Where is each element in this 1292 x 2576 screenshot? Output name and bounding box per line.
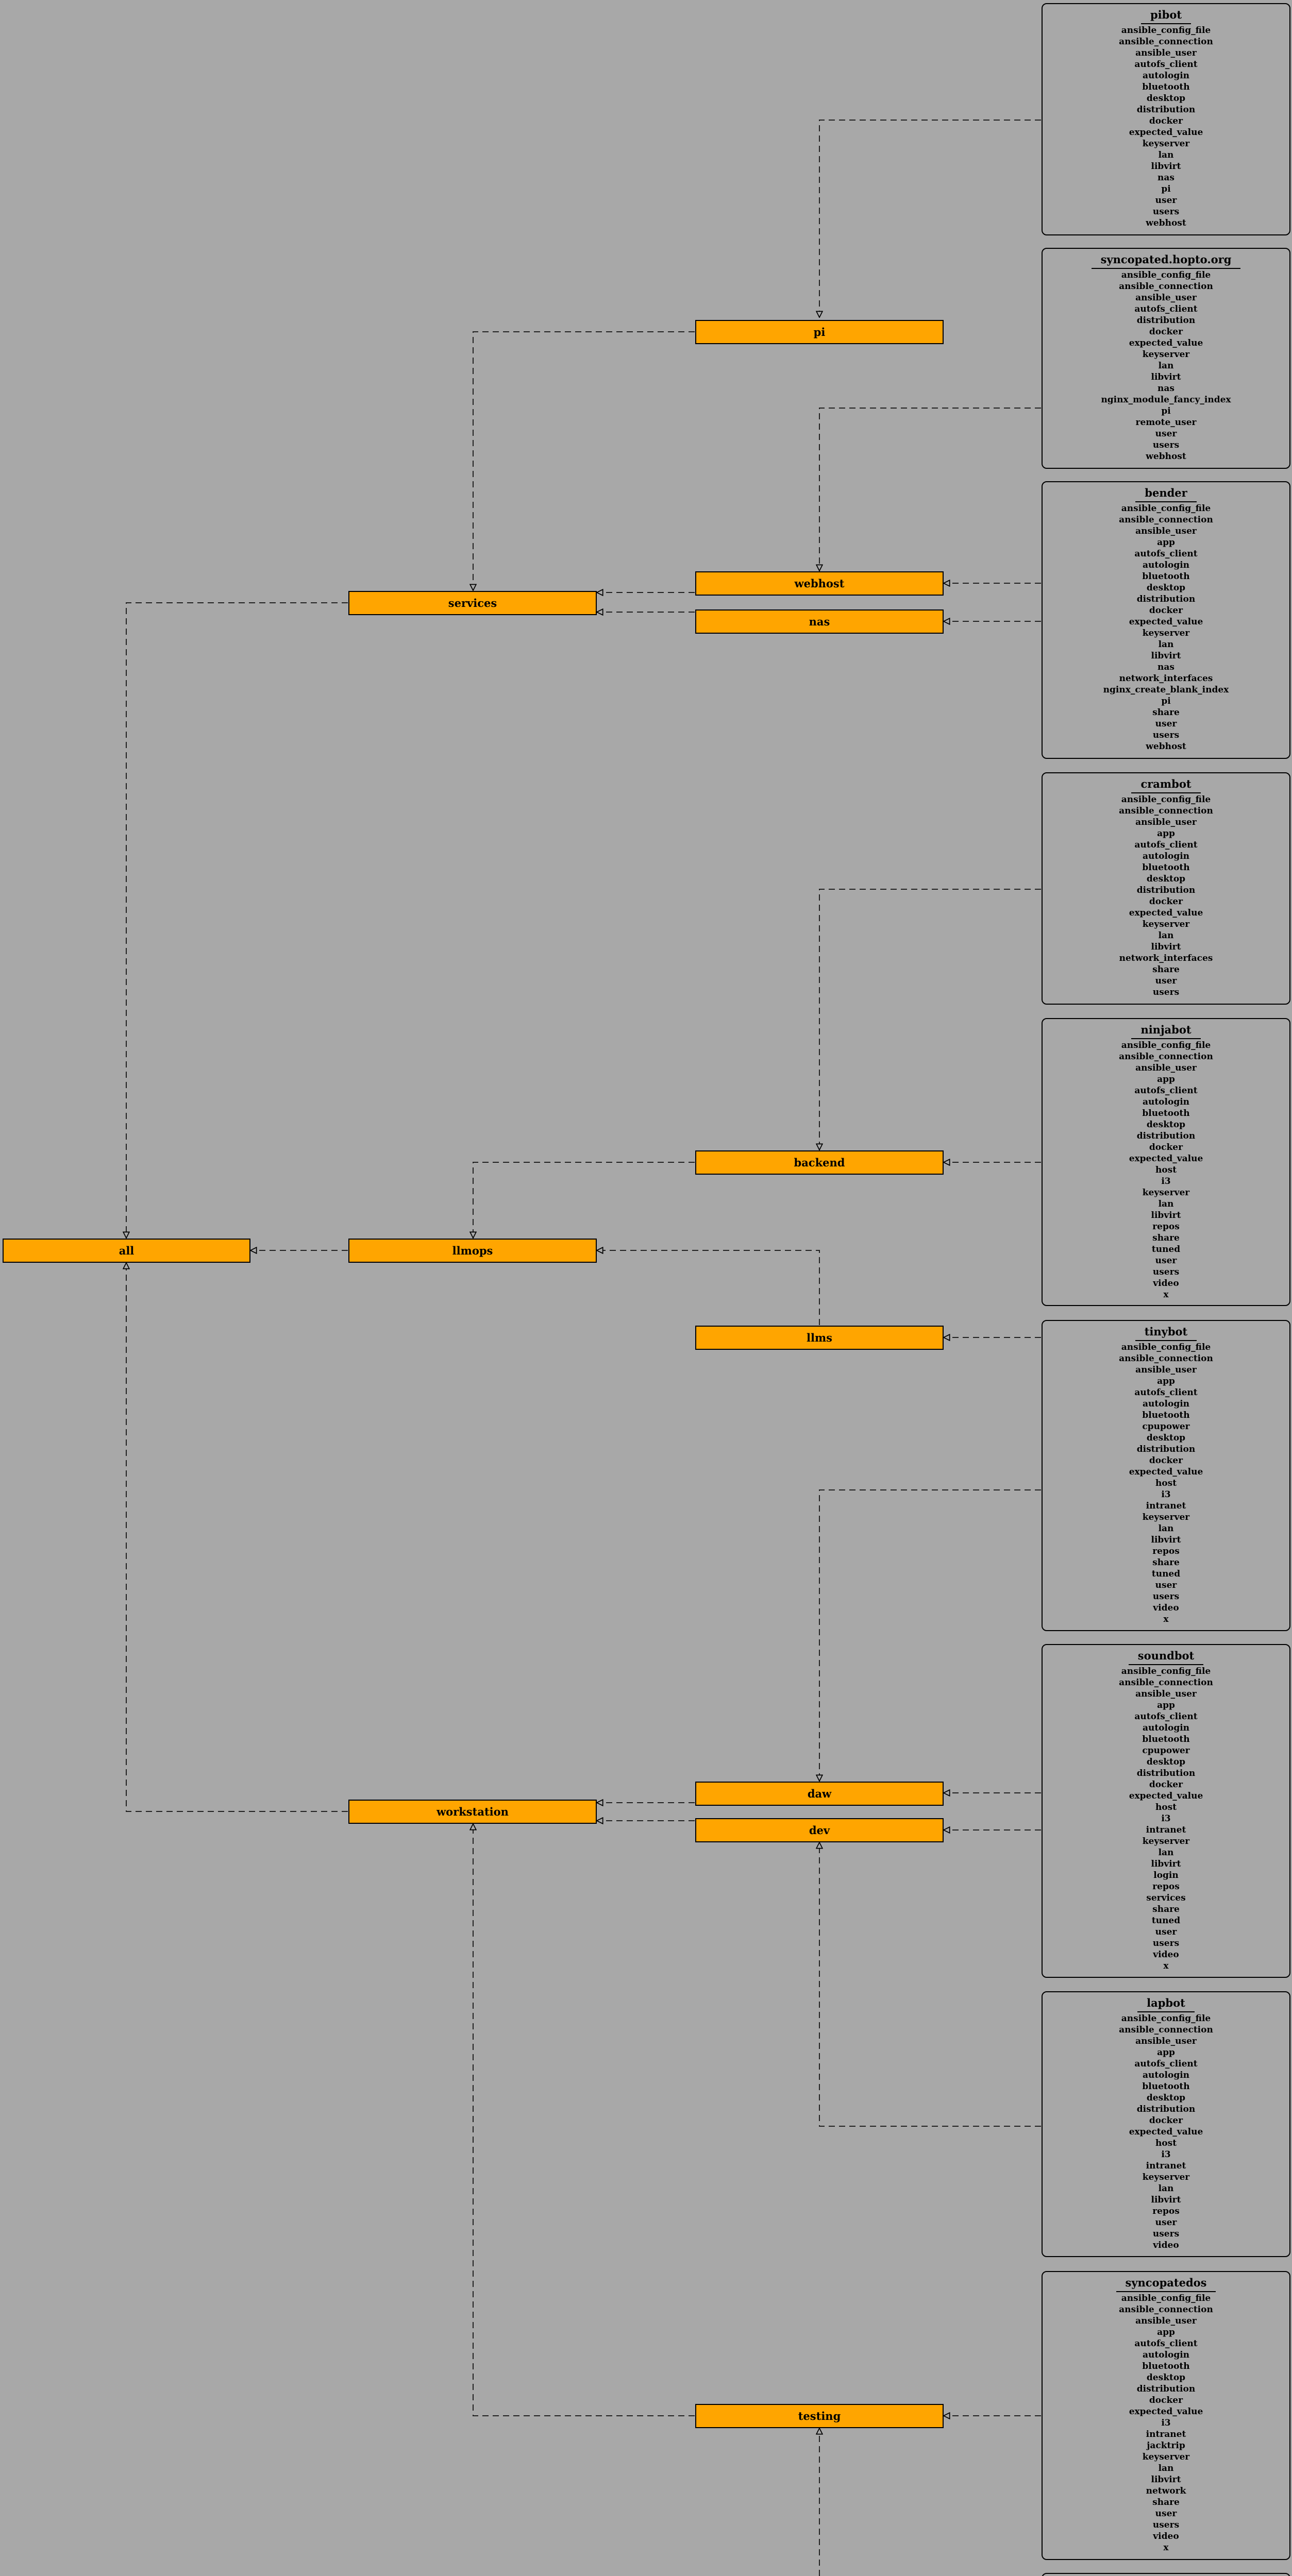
group-backend[interactable]: backend: [695, 1150, 944, 1175]
host-var: intranet: [1146, 2161, 1186, 2171]
host-title: syncopated.hopto.org: [1092, 252, 1241, 269]
host-var: bluetooth: [1142, 571, 1190, 582]
host-var: expected_value: [1129, 2406, 1203, 2417]
host-var: video: [1153, 2240, 1179, 2250]
host-var: i3: [1161, 2149, 1171, 2160]
host-var: desktop: [1146, 93, 1186, 104]
host-var: keyserver: [1142, 1512, 1190, 1522]
host-var: user: [1155, 429, 1177, 439]
host-var: share: [1152, 707, 1180, 718]
host-vars: [1043, 794, 1289, 998]
host-var: bluetooth: [1142, 82, 1190, 92]
host-var: keyserver: [1142, 349, 1190, 360]
edge-archlabs-testing: [819, 2428, 1041, 2576]
group-llmops[interactable]: llmops: [348, 1239, 597, 1263]
host-var: ansible_user: [1135, 2316, 1197, 2326]
host-var: host: [1155, 1478, 1177, 1488]
host-var: keyserver: [1142, 1188, 1190, 1198]
host-var: nginx_create_blank_index: [1103, 685, 1229, 695]
host-var: ansible_connection: [1119, 2025, 1213, 2035]
host-var: autologin: [1142, 560, 1190, 570]
host-title: soundbot: [1129, 1648, 1203, 1665]
host-var: ansible_user: [1135, 2036, 1197, 2046]
host-var: autologin: [1142, 2070, 1190, 2080]
host-var: distribution: [1136, 1131, 1196, 1141]
host-var: users: [1152, 1267, 1180, 1277]
host-var: user: [1155, 2217, 1177, 2228]
host-vars: [1043, 503, 1289, 752]
host-var: tuned: [1151, 1244, 1181, 1255]
host-var: autologin: [1142, 851, 1190, 861]
edge-pibot-pi: [819, 120, 1041, 317]
host-var: host: [1155, 1165, 1177, 1175]
host-var: expected_value: [1129, 1791, 1203, 1801]
host-title: tinybot: [1135, 1324, 1197, 1341]
host-var: desktop: [1146, 583, 1186, 593]
group-workstation[interactable]: workstation: [348, 1800, 597, 1824]
host-var: lan: [1158, 2463, 1174, 2473]
host-var: distribution: [1136, 1444, 1196, 1454]
host-var: lan: [1158, 361, 1174, 371]
edge-testing-workstation: [473, 1824, 695, 2416]
host-var: webhost: [1146, 218, 1186, 228]
host-var: expected_value: [1129, 617, 1203, 627]
host-var: i3: [1161, 2418, 1171, 2428]
host-var: network_interfaces: [1119, 953, 1213, 963]
host-var: ansible_config_file: [1121, 794, 1211, 805]
host-vars: [1043, 1666, 1289, 1972]
group-dev[interactable]: dev: [695, 1818, 944, 1842]
host-var: user: [1155, 719, 1177, 729]
host-var: expected_value: [1129, 338, 1203, 348]
host-var: autofs_client: [1134, 840, 1198, 850]
host-var: repos: [1152, 1222, 1180, 1232]
host-var: libvirt: [1151, 372, 1181, 382]
host-var: autologin: [1142, 71, 1190, 81]
host-ninjabot[interactable]: [1042, 1018, 1290, 1306]
host-var: docker: [1149, 605, 1183, 616]
host-var: autofs_client: [1134, 1387, 1198, 1398]
host-var: docker: [1149, 896, 1183, 907]
host-var: ansible_connection: [1119, 1052, 1213, 1062]
host-var: users: [1152, 2229, 1180, 2239]
group-webhost[interactable]: webhost: [695, 571, 944, 596]
host-vars: [1043, 1040, 1289, 1300]
host-var: share: [1152, 1233, 1180, 1243]
host-var: ansible_connection: [1119, 1677, 1213, 1688]
host-var: docker: [1149, 1780, 1183, 1790]
group-pi[interactable]: pi: [695, 320, 944, 344]
host-vars: [1043, 269, 1289, 462]
edge-syncopated-webhost: [819, 408, 1041, 571]
host-var: services: [1146, 1893, 1186, 1903]
host-var: keyserver: [1142, 919, 1190, 929]
host-var: ansible_connection: [1119, 281, 1213, 292]
host-var: app: [1157, 1074, 1175, 1084]
host-var: bluetooth: [1142, 2081, 1190, 2092]
host-var: docker: [1149, 2115, 1183, 2126]
host-var: users: [1152, 207, 1180, 217]
host-var: ansible_user: [1135, 1063, 1197, 1073]
host-var: user: [1155, 1927, 1177, 1937]
host-var: ansible_connection: [1119, 806, 1213, 816]
edge-lapbot-dev: [819, 1842, 1041, 2126]
host-var: repos: [1152, 2206, 1180, 2216]
host-var: ansible_connection: [1119, 515, 1213, 525]
host-var: ansible_user: [1135, 817, 1197, 827]
host-var: libvirt: [1151, 1210, 1181, 1221]
host-var: i3: [1161, 1489, 1171, 1500]
host-var: ansible_connection: [1119, 2304, 1213, 2315]
host-var: pi: [1161, 406, 1171, 416]
host-var: keyserver: [1142, 2172, 1190, 2182]
host-pibot[interactable]: [1042, 3, 1290, 235]
host-var: app: [1157, 1376, 1175, 1386]
host-var: keyserver: [1142, 628, 1190, 638]
host-var: pi: [1161, 696, 1171, 706]
host-var: docker: [1149, 2395, 1183, 2405]
host-title: crambot: [1131, 776, 1200, 793]
host-var: ansible_connection: [1119, 1353, 1213, 1364]
host-var: expected_value: [1129, 908, 1203, 918]
host-archlabs[interactable]: [1042, 2573, 1290, 2576]
host-var: libvirt: [1151, 2475, 1181, 2485]
host-vars: [1043, 2013, 1289, 2251]
host-var: distribution: [1136, 2104, 1196, 2114]
host-var: app: [1157, 2327, 1175, 2337]
host-var: desktop: [1146, 1120, 1186, 1130]
host-var: autofs_client: [1134, 304, 1198, 314]
host-title: pibot: [1141, 7, 1191, 24]
host-var: autologin: [1142, 1399, 1190, 1409]
host-var: desktop: [1146, 2372, 1186, 2383]
host-var: nas: [1157, 662, 1174, 672]
host-var: lan: [1158, 1199, 1174, 1209]
host-vars: [1043, 2293, 1289, 2553]
host-var: users: [1152, 987, 1180, 997]
host-var: autofs_client: [1134, 549, 1198, 559]
host-var: ansible_config_file: [1121, 270, 1211, 280]
host-var: repos: [1152, 1882, 1180, 1892]
host-var: users: [1152, 1938, 1180, 1948]
host-var: expected_value: [1129, 127, 1203, 138]
host-var: expected_value: [1129, 2127, 1203, 2137]
host-var: share: [1152, 1557, 1180, 1568]
host-var: lan: [1158, 150, 1174, 160]
host-var: expected_value: [1129, 1467, 1203, 1477]
host-title: bender: [1135, 485, 1196, 502]
host-var: distribution: [1136, 594, 1196, 604]
host-var: distribution: [1136, 105, 1196, 115]
host-var: libvirt: [1151, 1859, 1181, 1869]
host-var: user: [1155, 1580, 1177, 1590]
host-lapbot[interactable]: [1042, 1991, 1290, 2257]
host-var: video: [1153, 1950, 1179, 1960]
host-vars: [1043, 1342, 1289, 1625]
host-var: pi: [1161, 184, 1171, 194]
host-var: jacktrip: [1147, 2441, 1185, 2451]
host-syncopated-hopto-org[interactable]: [1042, 248, 1290, 469]
host-var: keyserver: [1142, 2452, 1190, 2462]
host-var: desktop: [1146, 1757, 1186, 1767]
host-var: libvirt: [1151, 942, 1181, 952]
host-var: nas: [1157, 383, 1174, 394]
host-var: x: [1163, 2543, 1169, 2553]
host-var: lan: [1158, 639, 1174, 650]
host-var: app: [1157, 537, 1175, 548]
host-var: x: [1163, 1961, 1169, 1971]
host-var: distribution: [1136, 2384, 1196, 2394]
host-var: users: [1152, 1591, 1180, 1602]
host-var: autofs_client: [1134, 1711, 1198, 1722]
host-var: user: [1155, 976, 1177, 986]
host-var: host: [1155, 1802, 1177, 1812]
host-syncopatedos[interactable]: [1042, 2271, 1290, 2560]
host-var: user: [1155, 1256, 1177, 1266]
host-var: docker: [1149, 1455, 1183, 1466]
host-var: lan: [1158, 1848, 1174, 1858]
host-var: ansible_user: [1135, 1689, 1197, 1699]
host-var: users: [1152, 2520, 1180, 2530]
host-var: ansible_config_file: [1121, 1040, 1211, 1050]
group-testing[interactable]: testing: [695, 2404, 944, 2428]
host-var: bluetooth: [1142, 1410, 1190, 1420]
host-var: docker: [1149, 327, 1183, 337]
host-var: libvirt: [1151, 651, 1181, 661]
host-var: repos: [1152, 1546, 1180, 1556]
host-var: ansible_config_file: [1121, 2013, 1211, 2024]
host-var: i3: [1161, 1814, 1171, 1824]
host-var: tuned: [1151, 1569, 1181, 1579]
host-var: autofs_client: [1134, 2059, 1198, 2069]
host-var: ansible_config_file: [1121, 1342, 1211, 1352]
host-var: autofs_client: [1134, 1086, 1198, 1096]
host-var: desktop: [1146, 2093, 1186, 2103]
host-var: users: [1152, 730, 1180, 740]
host-var: tuned: [1151, 1916, 1181, 1926]
host-vars: [1043, 25, 1289, 229]
host-var: user: [1155, 2509, 1177, 2519]
host-var: ansible_config_file: [1121, 1666, 1211, 1676]
host-var: ansible_config_file: [1121, 2293, 1211, 2303]
host-var: cpupower: [1142, 1421, 1190, 1432]
host-var: libvirt: [1151, 2195, 1181, 2205]
host-var: ansible_user: [1135, 48, 1197, 58]
host-var: ansible_user: [1135, 526, 1197, 536]
edge-llms-llmops: [597, 1250, 819, 1325]
host-var: app: [1157, 1700, 1175, 1710]
host-var: webhost: [1146, 451, 1186, 462]
host-var: user: [1155, 195, 1177, 206]
host-var: nginx_module_fancy_index: [1101, 395, 1231, 405]
host-var: lan: [1158, 930, 1174, 941]
host-var: distribution: [1136, 1768, 1196, 1778]
host-var: share: [1152, 2497, 1180, 2507]
group-nas[interactable]: nas: [695, 609, 944, 634]
host-var: share: [1152, 1904, 1180, 1914]
edge-pi-services: [473, 332, 695, 590]
host-title: syncopatedos: [1116, 2275, 1216, 2292]
host-var: login: [1153, 1870, 1179, 1880]
host-var: desktop: [1146, 1433, 1186, 1443]
host-var: video: [1153, 1603, 1179, 1613]
host-var: i3: [1161, 1176, 1171, 1187]
host-var: distribution: [1136, 315, 1196, 326]
host-var: libvirt: [1151, 161, 1181, 172]
host-var: distribution: [1136, 885, 1196, 895]
host-var: ansible_connection: [1119, 37, 1213, 47]
host-title: ninjabot: [1131, 1022, 1200, 1039]
host-soundbot[interactable]: [1042, 1644, 1290, 1978]
group-daw[interactable]: daw: [695, 1782, 944, 1806]
host-var: bluetooth: [1142, 1108, 1190, 1118]
host-var: docker: [1149, 116, 1183, 126]
host-var: ansible_user: [1135, 293, 1197, 303]
host-var: webhost: [1146, 741, 1186, 752]
host-title: lapbot: [1137, 1995, 1195, 2012]
host-var: app: [1157, 828, 1175, 839]
host-var: desktop: [1146, 874, 1186, 884]
host-var: autologin: [1142, 2350, 1190, 2360]
host-var: nas: [1157, 173, 1174, 183]
host-var: bluetooth: [1142, 1734, 1190, 1744]
host-var: x: [1163, 1290, 1169, 1300]
edge-backend-llmops: [473, 1162, 695, 1238]
edge-tinybot-daw: [819, 1490, 1041, 1781]
host-var: autologin: [1142, 1723, 1190, 1733]
host-var: network_interfaces: [1119, 673, 1213, 684]
host-var: x: [1163, 1614, 1169, 1624]
host-var: libvirt: [1151, 1535, 1181, 1545]
host-var: lan: [1158, 1523, 1174, 1534]
host-var: ansible_user: [1135, 1365, 1197, 1375]
host-var: ansible_config_file: [1121, 25, 1211, 36]
host-var: intranet: [1146, 1501, 1186, 1511]
host-var: share: [1152, 964, 1180, 975]
edge-workstation-all: [126, 1263, 348, 1811]
host-var: keyserver: [1142, 139, 1190, 149]
host-var: autofs_client: [1134, 2338, 1198, 2349]
host-var: lan: [1158, 2183, 1174, 2194]
group-all[interactable]: all: [3, 1239, 250, 1263]
host-var: bluetooth: [1142, 862, 1190, 873]
host-var: intranet: [1146, 2429, 1186, 2439]
group-llms[interactable]: llms: [695, 1326, 944, 1350]
host-crambot[interactable]: [1042, 772, 1290, 1005]
host-var: docker: [1149, 1142, 1183, 1153]
group-services[interactable]: services: [348, 591, 597, 615]
host-bender[interactable]: [1042, 481, 1290, 759]
host-var: app: [1157, 2047, 1175, 2058]
host-tinybot[interactable]: [1042, 1320, 1290, 1631]
host-var: network: [1146, 2486, 1186, 2496]
host-var: ansible_config_file: [1121, 503, 1211, 514]
edge-services-all: [126, 603, 348, 1238]
host-var: remote_user: [1135, 417, 1197, 428]
host-var: autologin: [1142, 1097, 1190, 1107]
host-var: bluetooth: [1142, 2361, 1190, 2371]
host-var: autofs_client: [1134, 59, 1198, 70]
host-var: expected_value: [1129, 1154, 1203, 1164]
host-var: keyserver: [1142, 1836, 1190, 1846]
host-var: cpupower: [1142, 1745, 1190, 1756]
host-var: intranet: [1146, 1825, 1186, 1835]
edge-crambot-backend: [819, 889, 1041, 1150]
host-var: video: [1153, 2531, 1179, 2541]
host-var: video: [1153, 1278, 1179, 1289]
host-var: host: [1155, 2138, 1177, 2148]
host-var: users: [1152, 440, 1180, 450]
